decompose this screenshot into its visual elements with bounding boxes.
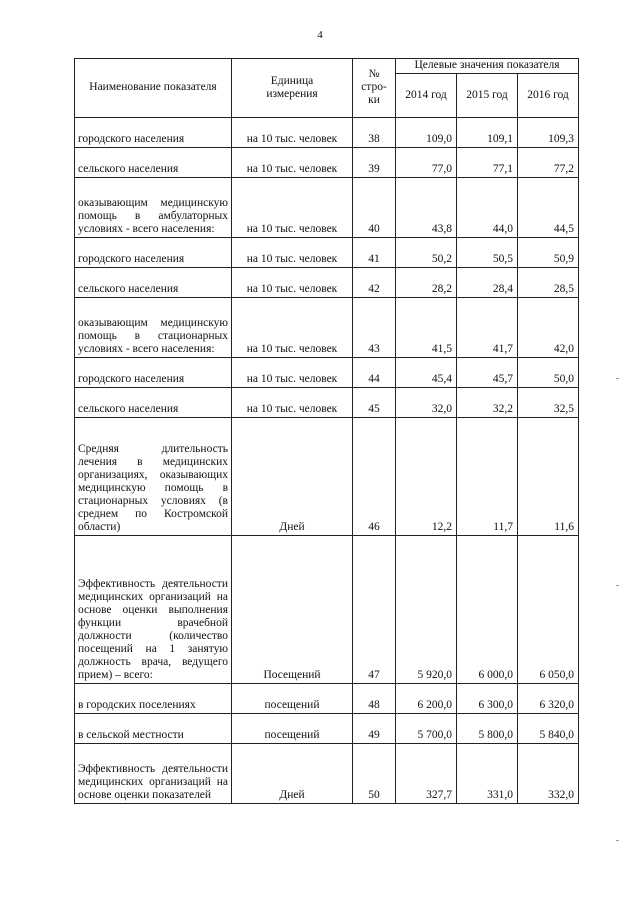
indicator-name-cell: сельского населения xyxy=(75,388,232,418)
table-row xyxy=(75,118,579,148)
value-2015-cell: 77,1 xyxy=(457,148,518,178)
value-2014-cell: 6 200,0 xyxy=(396,684,457,714)
table-row xyxy=(75,744,579,804)
unit-cell: на 10 тыс. человек xyxy=(232,358,353,388)
value-2016-cell: 28,5 xyxy=(518,268,579,298)
indicator-table xyxy=(74,58,579,804)
table-row xyxy=(75,388,579,418)
value-2014-cell: 41,5 xyxy=(396,298,457,358)
value-2014-cell: 77,0 xyxy=(396,148,457,178)
header-year-2016: 2016 год xyxy=(518,74,579,118)
unit-cell: на 10 тыс. человек xyxy=(232,148,353,178)
row-number-cell: 41 xyxy=(353,238,396,268)
table-row xyxy=(75,418,579,536)
indicator-name-cell: Эффективность деятельности медицинских организаций на основе оценки выполнения функции врачебной должности (количество посещений на 1 занятую должность врача, ведущего прием) – всего: xyxy=(75,536,232,684)
value-2014-cell: 12,2 xyxy=(396,418,457,536)
header-unit: Единица измерения xyxy=(232,59,353,118)
value-2016-cell: 42,0 xyxy=(518,298,579,358)
unit-cell: на 10 тыс. человек xyxy=(232,238,353,268)
header-indicator-name: Наименование показателя xyxy=(75,59,232,118)
value-2014-cell: 109,0 xyxy=(396,118,457,148)
value-2016-cell: 44,5 xyxy=(518,178,579,238)
value-2016-cell: 5 840,0 xyxy=(518,714,579,744)
value-2015-cell: 6 000,0 xyxy=(457,536,518,684)
unit-cell: посещений xyxy=(232,714,353,744)
unit-cell: на 10 тыс. человек xyxy=(232,298,353,358)
value-2016-cell: 50,0 xyxy=(518,358,579,388)
value-2015-cell: 109,1 xyxy=(457,118,518,148)
indicator-name-cell: в городских поселениях xyxy=(75,684,232,714)
row-number-cell: 42 xyxy=(353,268,396,298)
indicator-name-cell: городского населения xyxy=(75,118,232,148)
unit-cell: Дней xyxy=(232,744,353,804)
row-number-cell: 46 xyxy=(353,418,396,536)
table-row xyxy=(75,268,579,298)
value-2015-cell: 32,2 xyxy=(457,388,518,418)
header-row-number: № стро- ки xyxy=(353,59,396,118)
scan-mark xyxy=(616,585,619,586)
indicator-name-cell: Средняя длительность лечения в медицинских организациях, оказывающих медицинскую помощь в стационарных условиях (в среднем по Костромской области) xyxy=(75,418,232,536)
unit-cell: посещений xyxy=(232,684,353,714)
indicator-name-cell: оказывающим медицинскую помощь в амбулаторных условиях - всего населения: xyxy=(75,178,232,238)
value-2015-cell: 44,0 xyxy=(457,178,518,238)
value-2016-cell: 32,5 xyxy=(518,388,579,418)
table-row xyxy=(75,358,579,388)
row-number-cell: 47 xyxy=(353,536,396,684)
value-2015-cell: 5 800,0 xyxy=(457,714,518,744)
value-2015-cell: 50,5 xyxy=(457,238,518,268)
header-year-2014: 2014 год xyxy=(396,74,457,118)
indicator-name-cell: в сельской местности xyxy=(75,714,232,744)
indicator-name-cell: сельского населения xyxy=(75,148,232,178)
scan-mark xyxy=(616,378,619,379)
row-number-cell: 48 xyxy=(353,684,396,714)
indicator-name-cell: городского населения xyxy=(75,358,232,388)
row-number-cell: 39 xyxy=(353,148,396,178)
value-2015-cell: 11,7 xyxy=(457,418,518,536)
row-number-cell: 43 xyxy=(353,298,396,358)
value-2016-cell: 77,2 xyxy=(518,148,579,178)
value-2016-cell: 6 050,0 xyxy=(518,536,579,684)
row-number-cell: 45 xyxy=(353,388,396,418)
header-year-2015: 2015 год xyxy=(457,74,518,118)
scan-mark xyxy=(616,840,619,841)
row-number-cell: 38 xyxy=(353,118,396,148)
value-2015-cell: 45,7 xyxy=(457,358,518,388)
table-row xyxy=(75,238,579,268)
unit-cell: Дней xyxy=(232,418,353,536)
unit-cell: Посещений xyxy=(232,536,353,684)
indicator-name-cell: Эффективность деятельности медицинских организаций на основе оценки показателей xyxy=(75,744,232,804)
unit-cell: на 10 тыс. человек xyxy=(232,388,353,418)
indicator-name-cell: городского населения xyxy=(75,238,232,268)
header-target-values: Целевые значения показателя xyxy=(396,59,579,74)
value-2014-cell: 28,2 xyxy=(396,268,457,298)
value-2014-cell: 5 700,0 xyxy=(396,714,457,744)
value-2016-cell: 109,3 xyxy=(518,118,579,148)
table-row xyxy=(75,684,579,714)
table-row xyxy=(75,148,579,178)
value-2014-cell: 32,0 xyxy=(396,388,457,418)
unit-cell: на 10 тыс. человек xyxy=(232,118,353,148)
value-2014-cell: 5 920,0 xyxy=(396,536,457,684)
indicator-name-cell: сельского населения xyxy=(75,268,232,298)
value-2016-cell: 332,0 xyxy=(518,744,579,804)
table-row xyxy=(75,178,579,238)
value-2015-cell: 331,0 xyxy=(457,744,518,804)
table-row xyxy=(75,714,579,744)
row-number-cell: 44 xyxy=(353,358,396,388)
value-2016-cell: 50,9 xyxy=(518,238,579,268)
unit-cell: на 10 тыс. человек xyxy=(232,268,353,298)
value-2014-cell: 43,8 xyxy=(396,178,457,238)
table-row xyxy=(75,298,579,358)
row-number-cell: 40 xyxy=(353,178,396,238)
value-2016-cell: 11,6 xyxy=(518,418,579,536)
row-number-cell: 50 xyxy=(353,744,396,804)
table-row xyxy=(75,536,579,684)
value-2014-cell: 327,7 xyxy=(396,744,457,804)
value-2015-cell: 6 300,0 xyxy=(457,684,518,714)
unit-cell: на 10 тыс. человек xyxy=(232,178,353,238)
row-number-cell: 49 xyxy=(353,714,396,744)
value-2015-cell: 28,4 xyxy=(457,268,518,298)
page-number: 4 xyxy=(317,29,323,41)
value-2016-cell: 6 320,0 xyxy=(518,684,579,714)
value-2015-cell: 41,7 xyxy=(457,298,518,358)
indicator-name-cell: оказывающим медицинскую помощь в стационарных условиях - всего населения: xyxy=(75,298,232,358)
value-2014-cell: 50,2 xyxy=(396,238,457,268)
value-2014-cell: 45,4 xyxy=(396,358,457,388)
